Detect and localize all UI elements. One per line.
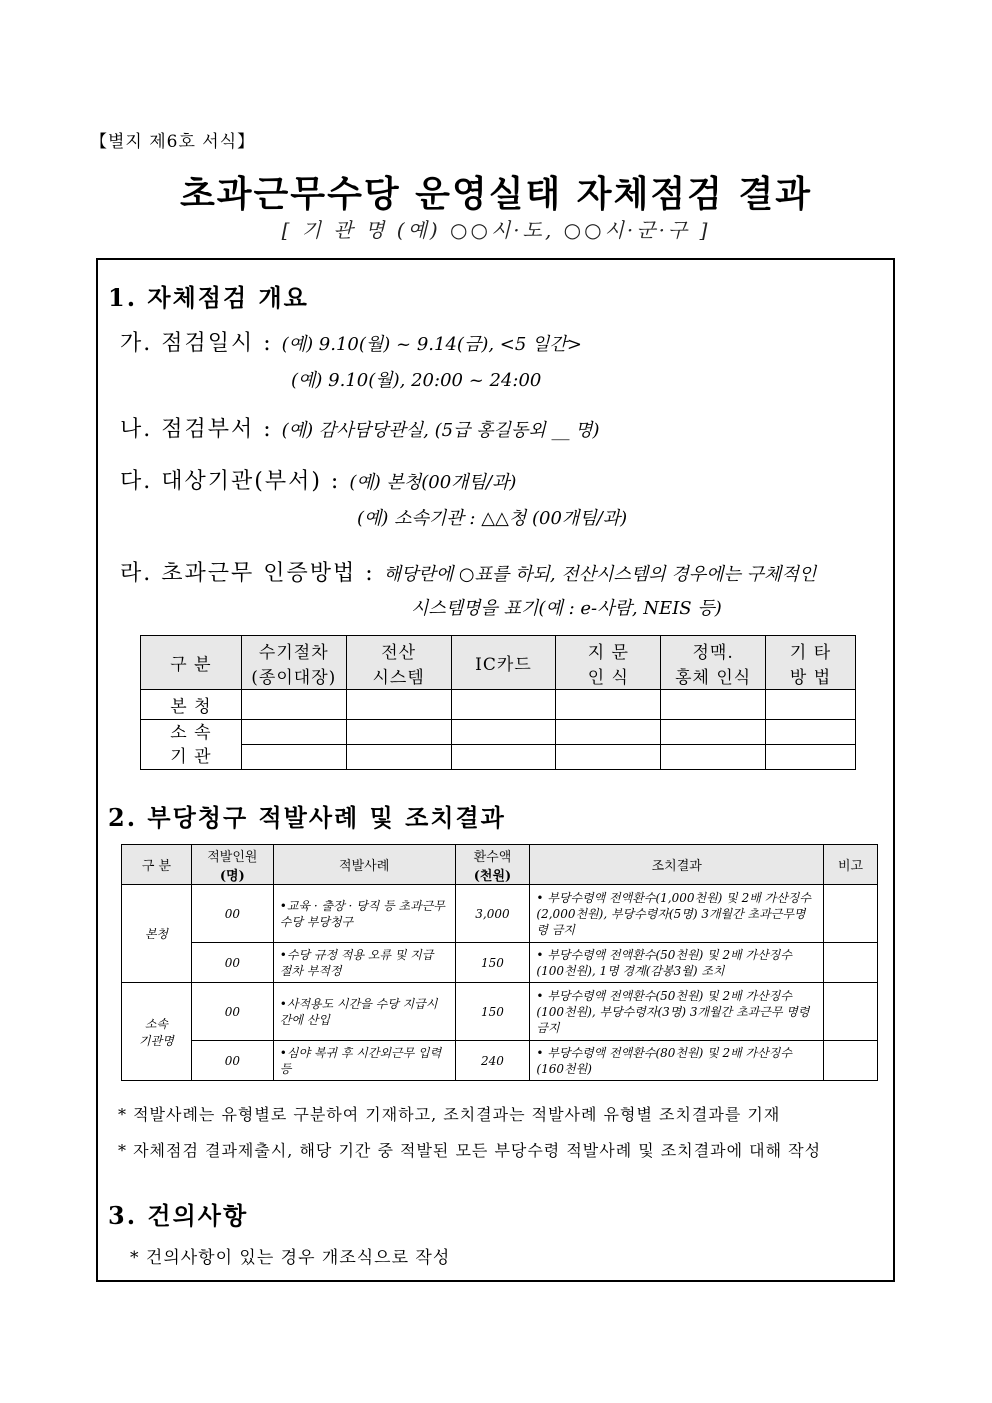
table-cell[interactable] — [766, 720, 856, 745]
group-affiliated-agency: 소속 기관명 — [122, 983, 192, 1081]
group-headquarters: 본청 — [122, 885, 192, 983]
table-cell[interactable] — [766, 690, 856, 720]
table-cell[interactable] — [661, 720, 766, 745]
amount-cell: 150 — [455, 983, 530, 1041]
table-cell[interactable] — [556, 690, 661, 720]
action-cell: • 부당수령액 전액환수(50천원) 및 2배 가산징수(100천원), 부당수령자(3명) 3개월간 초과근무 명령 금지 — [530, 983, 824, 1041]
table-cell[interactable] — [346, 720, 451, 745]
action-cell: • 부당수령액 전액환수(1,000천원) 및 2배 가산징수(2,000천원), 부당수령자(5명) 3개월간 초과근무명령 금지 — [530, 885, 824, 943]
case-cell: •수당 규정 적용 오류 및 지급 절차 부적정 — [273, 943, 455, 983]
note-suggestions: * 건의사항이 있는 경우 개조식으로 작성 — [130, 1248, 451, 1268]
remarks-cell[interactable] — [824, 1041, 878, 1081]
table-cell[interactable] — [346, 690, 451, 720]
target-sub-agency-value: (예) 소속기관 : △△청 (00개팀/과) — [357, 508, 628, 529]
table-cell[interactable] — [556, 745, 661, 770]
auth-method-label: 라. 초과근무 인증방법 : — [120, 561, 375, 586]
table-cell[interactable] — [451, 720, 556, 745]
form-number-label: 【별지 제6호 서식】 — [90, 132, 256, 152]
col-remarks: 비고 — [824, 845, 878, 885]
auth-method-value-line2: 시스템명을 표기(예 : e-사람, NEIS 등) — [411, 598, 722, 619]
col-fingerprint: 지 문 인 식 — [556, 636, 661, 690]
table-cell[interactable] — [451, 690, 556, 720]
remarks-cell[interactable] — [824, 885, 878, 943]
count-cell: 00 — [191, 943, 273, 983]
inspection-time-value: (예) 9.10(월), 20:00 ~ 24:00 — [291, 370, 542, 391]
count-cell: 00 — [191, 885, 273, 943]
table-cell[interactable] — [661, 745, 766, 770]
table-cell[interactable] — [451, 745, 556, 770]
amount-cell: 3,000 — [455, 885, 530, 943]
col-ic-card: IC카드 — [451, 636, 556, 690]
table-cell[interactable] — [241, 720, 346, 745]
col-action: 조치결과 — [530, 845, 824, 885]
remarks-cell[interactable] — [824, 983, 878, 1041]
table-cell[interactable] — [661, 690, 766, 720]
case-cell: •교육 · 출장 · 당직 등 초과근무수당 부당청구 — [273, 885, 455, 943]
auth-method-table — [140, 635, 856, 770]
count-cell: 00 — [191, 1041, 273, 1081]
table-cell[interactable] — [556, 720, 661, 745]
target-agency-label: 다. 대상기관(부서) : — [120, 469, 341, 494]
table-cell[interactable] — [241, 745, 346, 770]
inspection-date-row — [120, 326, 582, 357]
remarks-cell[interactable] — [824, 943, 878, 983]
row-headquarters: 본 청 — [141, 690, 242, 720]
col-category: 구 분 — [122, 845, 192, 885]
inspection-dept-label: 나. 점검부서 : — [120, 417, 273, 442]
action-cell: • 부당수령액 전액환수(50천원) 및 2배 가산징수(100천원), 1명 경계(감봉3월) 조치 — [530, 943, 824, 983]
col-other: 기 타 방 법 — [766, 636, 856, 690]
table-cell[interactable] — [766, 745, 856, 770]
note-case-classification: * 적발사례는 유형별로 구분하여 기재하고, 조치결과는 적발사례 유형별 조치결과를 기재 — [118, 1105, 781, 1124]
table-cell[interactable] — [346, 745, 451, 770]
inspection-date-label: 가. 점검일시 : — [120, 331, 273, 356]
inspection-dept-row — [120, 412, 600, 443]
document-subtitle: [ 기 관 명 (예) ○○시·도, ○○시·군·구 ] — [281, 218, 711, 242]
target-agency-row — [120, 464, 516, 495]
note-submission-scope: * 자체점검 결과제출시, 해당 기간 중 적발된 모든 부당수령 적발사례 및 조치결과에 대해 작성 — [118, 1141, 822, 1160]
inspection-dept-value: (예) 감사담당관실, (5급 홍길동외 __ 명) — [281, 420, 600, 441]
amount-cell: 150 — [455, 943, 530, 983]
col-amount: 환수액 (천원) — [455, 845, 530, 885]
row-affiliated-agency: 소 속 기 관 — [141, 720, 242, 770]
auth-method-value: 해당란에 ○표를 하되, 전산시스템의 경우에는 구체적인 — [383, 564, 817, 585]
col-manual: 수기절차 (종이대장) — [241, 636, 346, 690]
col-category: 구 분 — [141, 636, 242, 690]
document-title: 초과근무수당 운영실태 자체점검 결과 — [179, 174, 813, 215]
inspection-date-value: (예) 9.10(월) ~ 9.14(금), <5 일간> — [281, 334, 582, 355]
section1-heading: 1. 자체점검 개요 — [108, 283, 309, 312]
col-system: 전산 시스템 — [346, 636, 451, 690]
case-cell: •심야 복귀 후 시간외근무 입력 등 — [273, 1041, 455, 1081]
count-cell: 00 — [191, 983, 273, 1041]
col-case: 적발사례 — [273, 845, 455, 885]
amount-cell: 240 — [455, 1041, 530, 1081]
auth-method-row — [120, 556, 816, 587]
action-cell: • 부당수령액 전액환수(80천원) 및 2배 가산징수(160천원) — [530, 1041, 824, 1081]
section2-heading: 2. 부당청구 적발사례 및 조치결과 — [108, 803, 506, 832]
violation-table — [121, 844, 878, 1081]
case-cell: •사적용도 시간을 수당 지급시간에 산입 — [273, 983, 455, 1041]
target-agency-value: (예) 본청(00개팀/과) — [349, 472, 517, 493]
col-count: 적발인원 (명) — [191, 845, 273, 885]
col-vein-iris: 정맥. 홍체 인식 — [661, 636, 766, 690]
table-cell[interactable] — [241, 690, 346, 720]
section3-heading: 3. 건의사항 — [108, 1201, 249, 1230]
